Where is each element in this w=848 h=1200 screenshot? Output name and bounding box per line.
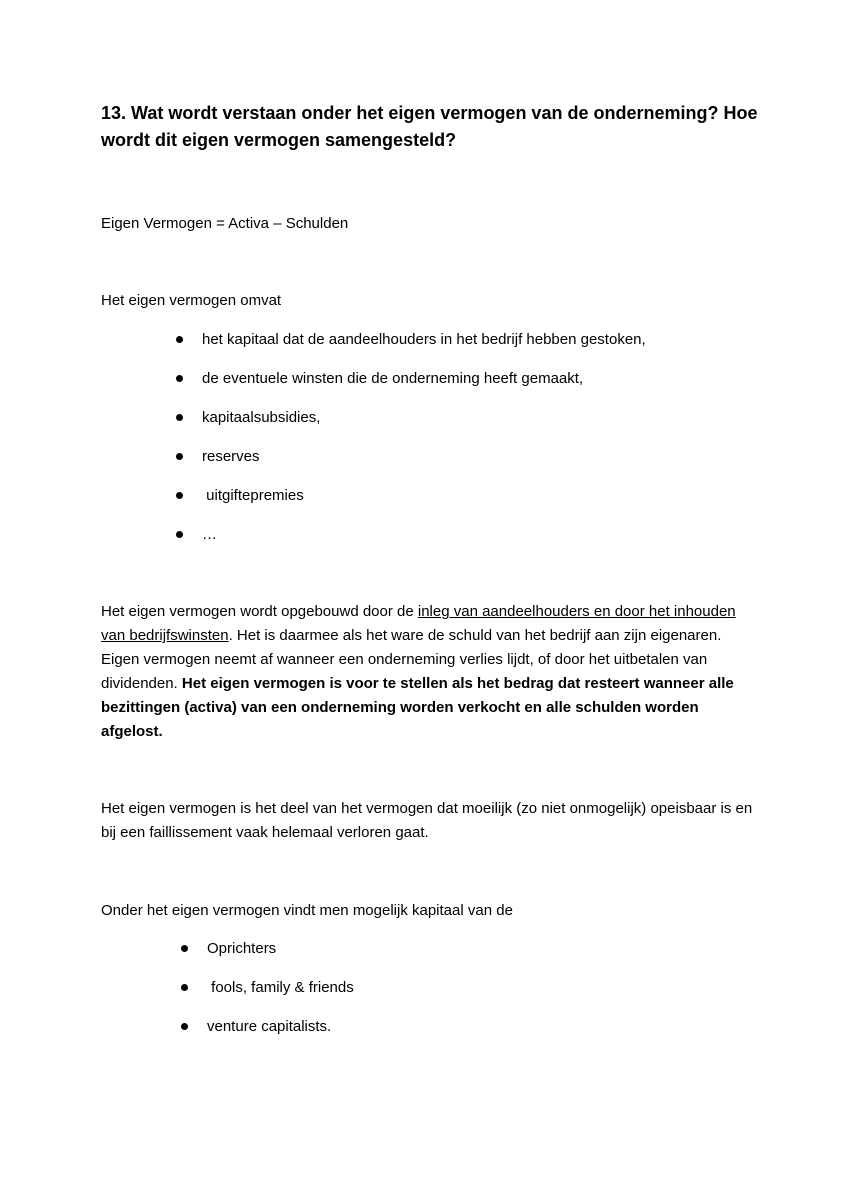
bullet-icon xyxy=(176,375,183,382)
sources-list xyxy=(181,939,741,1056)
paragraph-opgebouwd xyxy=(101,600,761,744)
list-item: … xyxy=(176,525,736,564)
question-heading: 13. Wat wordt verstaan onder het eigen vermogen van de onderneming? Hoe wordt dit eigen vermogen samengesteld? xyxy=(101,103,758,150)
components-intro-text: Het eigen vermogen omvat xyxy=(101,292,282,309)
bullet-icon xyxy=(176,492,183,499)
bullet-icon xyxy=(181,984,188,991)
list-item: uitgiftepremies xyxy=(176,486,736,525)
underlined-phrase: inleg van aandeelhouders en door het inhouden van bedrijfswinsten xyxy=(101,603,736,644)
list-item: fools, family & friends xyxy=(181,978,741,1017)
sources-intro-text: Onder het eigen vermogen vindt men mogelijk kapitaal van de xyxy=(101,902,513,919)
bullet-icon xyxy=(181,945,188,952)
list-item: kapitaalsubsidies, xyxy=(176,408,736,447)
paragraph-opgebouwd-text: Het eigen vermogen wordt opgebouwd door de inleg van aandeelhouders en door het inhouden van bedrijfswinsten. Het is daarmee als het ware de schuld van het bedrijf aan zijn eigenaren. Eigen vermogen neemt af wanneer een onderneming verlies lijdt, of door het uitbetalen van dividenden. Het eigen vermogen is voor te stellen als het bedrag dat resteert wanneer alle bezittingen (activa) van een onderneming worden verkocht en alle schulden worden afgelost. xyxy=(101,603,736,740)
bullet-icon xyxy=(181,1023,188,1030)
bullet-icon xyxy=(176,453,183,460)
sources-intro xyxy=(101,899,751,923)
bullet-icon xyxy=(176,414,183,421)
paragraph-deel xyxy=(101,797,761,845)
bullet-icon xyxy=(176,336,183,343)
list-item: het kapitaal dat de aandeelhouders in het bedrijf hebben gestoken, xyxy=(176,330,736,369)
bold-definition: Het eigen vermogen is voor te stellen als het bedrag dat resteert wanneer alle bezittingen (activa) van een onderneming worden verkocht en alle schulden worden afgelost. xyxy=(101,675,734,740)
formula-text: Eigen Vermogen = Activa – Schulden xyxy=(101,215,349,232)
paragraph-deel-text: Het eigen vermogen is het deel van het vermogen dat moeilijk (zo niet onmogelijk) opeisbaar is en bij een faillissement vaak helemaal verloren gaat. xyxy=(101,800,753,841)
components-list xyxy=(176,330,736,564)
list-item: reserves xyxy=(176,447,736,486)
list-item: Oprichters xyxy=(181,939,741,978)
formula-line xyxy=(101,212,751,236)
components-intro xyxy=(101,289,751,313)
list-item: venture capitalists. xyxy=(181,1017,741,1056)
list-item: de eventuele winsten die de onderneming heeft gemaakt, xyxy=(176,369,736,408)
bullet-icon xyxy=(176,531,183,538)
